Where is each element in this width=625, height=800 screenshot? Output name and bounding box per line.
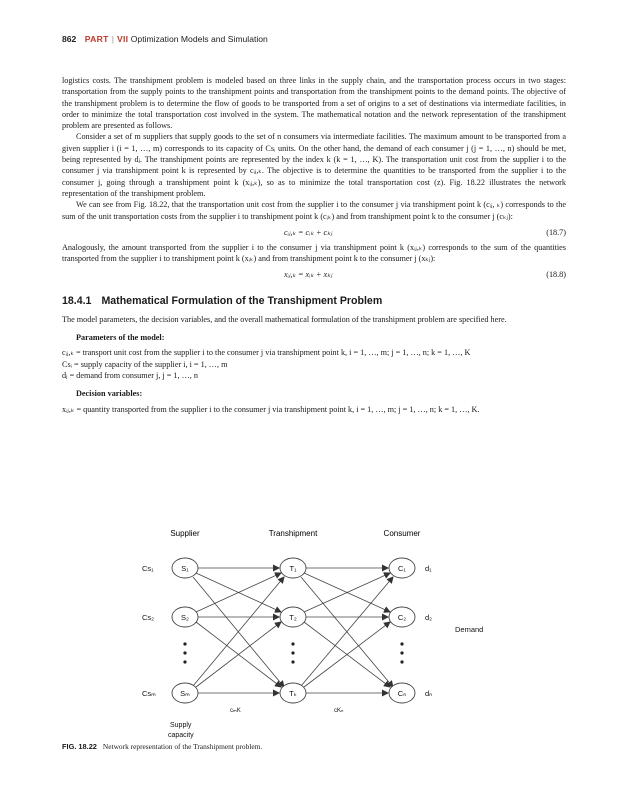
label-cost-kn: cKₙ	[334, 708, 344, 714]
consumer-nodes	[389, 558, 415, 703]
part-label: PART	[84, 34, 109, 44]
dot	[400, 642, 403, 645]
dot	[400, 651, 403, 654]
column-transhipment: Transhipment	[268, 529, 318, 538]
label-d1: d₁	[425, 564, 432, 573]
section-intro: The model parameters, the decision variables, and the overall mathematical formulation of the transhipment problem are specified here.	[62, 314, 507, 324]
part-number: VII	[116, 34, 129, 44]
section-title: Mathematical Formulation of the Transhipment Problem	[101, 295, 383, 308]
column-supplier: Supplier	[170, 529, 200, 538]
label-s1: S₁	[181, 564, 189, 573]
supplier-nodes	[172, 558, 198, 703]
section-number: 18.4.1	[62, 295, 92, 308]
label-cs2: Cs₂	[142, 613, 155, 622]
equation-18-8	[62, 267, 566, 282]
equation-formula: xᵢⱼ,ₖ = xᵢₖ + xₖⱼ	[284, 270, 333, 280]
label-cs1: Cs₁	[142, 564, 154, 573]
parameter-cost: cᵢⱼ,ₖ = transport unit cost from the supplier i to the consumer j via transhipment point k, i = 1, …, m; j = 1, …, n; k = 1, …, K	[62, 348, 471, 358]
transhipment-nodes	[280, 558, 306, 703]
section-heading	[62, 296, 566, 307]
label-cost-mk: cₘK	[230, 708, 241, 714]
edges-transhipment-to-consumer	[301, 568, 393, 693]
edges-supply-to-transhipment	[193, 568, 284, 693]
label-c2: C₂	[397, 613, 407, 622]
label-t2: T₂	[289, 613, 297, 622]
caption-label: FIG. 18.22	[62, 742, 97, 751]
label-d2: d₂	[425, 613, 433, 622]
header-separator: |	[111, 34, 114, 44]
label-t1: T₁	[289, 564, 297, 573]
label-supply-capacity-1: Supply	[170, 722, 192, 729]
paragraph-4: Analogously, the amount transported from the supplier i to the consumer j via transhipment point k (xᵢⱼ,ₖ) corresponds to the sum of the quantities transported from the supplier i to transhipment point k (xᵢₖ) and from transhipment point k to the consumer j (xₖⱼ):	[62, 242, 566, 264]
page-number: 862	[62, 34, 77, 44]
label-sm: Sₘ	[180, 689, 190, 698]
equation-formula: cᵢⱼ,ₖ = cᵢₖ + cₖⱼ	[284, 227, 333, 237]
label-tk: Tₖ	[289, 689, 297, 698]
paragraph-3: We can see from Fig. 18.22, that the transportation unit cost from the supplier i to the consumer j via transhipment point k (cᵢⱼ, ₖ) corresponds to the sum of the unit transportation costs from the supplier i to transhipment point k (cᵢₖ) and from transhipment point k to the consumer j (cₖⱼ):	[62, 200, 566, 221]
equation-18-7	[62, 225, 566, 240]
dot	[183, 651, 186, 654]
parameter-capacity: Csᵢ = supply capacity of the supplier i, i = 1, …, m	[62, 359, 228, 369]
dot	[183, 642, 186, 645]
running-header	[62, 34, 268, 44]
label-csm: Csₘ	[142, 689, 156, 698]
figure-caption	[62, 742, 262, 751]
decision-variables-heading: Decision variables:	[76, 389, 143, 399]
caption-text: Network representation of the Transhipment problem.	[102, 742, 263, 751]
paragraph-2: Consider a set of m suppliers that supply goods to the set of n consumers via intermediate facilities. The maximum amount to be transported from a given supplier i (i = 1, …, m) corresponds to its capacity of Csᵢ units. On the other hand, the demand of each consumer j (j = 1, …, n) should be met, being represented by dⱼ. The transhipment points are represented by the index k (k = 1, …, K). The transportation unit cost from the supplier i to the consumer j via transhipment point k is represented by cᵢⱼ,ₖ. The objective is to determine the quantities to be transported from the supplier i to the consumer j, going through a transhipment point k (xᵢⱼ,ₖ), so as to minimize the total transportation cost (z). Fig. 18.22 illustrates the network representation of the transhipment problem.	[62, 132, 566, 198]
parameter-demand: dⱼ = demand from consumer j, j = 1, …, n	[62, 370, 198, 380]
column-consumer: Consumer	[383, 529, 421, 538]
dot	[183, 660, 186, 663]
network-diagram	[62, 526, 566, 761]
label-c1: C₁	[398, 564, 406, 573]
dot	[291, 651, 294, 654]
decision-variable-x: xᵢⱼ,ₖ = quantity transported from the supplier i to the consumer j via transhipment point k, i = 1, …, m; j = 1, …, n; k = 1, …, K.	[62, 404, 480, 414]
parameters-heading: Parameters of the model:	[76, 333, 165, 343]
equation-number: (18.7)	[546, 227, 566, 237]
equation-number: (18.8)	[546, 270, 566, 280]
dot	[291, 660, 294, 663]
label-supply-capacity-2: capacity	[168, 732, 194, 739]
dot	[400, 660, 403, 663]
label-s2: S₂	[181, 613, 189, 622]
label-dn: dₙ	[425, 689, 433, 698]
label-cn: Cₙ	[397, 689, 407, 698]
label-demand: Demand	[455, 625, 484, 634]
main-text	[62, 75, 566, 415]
part-title: Optimization Models and Simulation	[130, 34, 268, 44]
dot	[291, 642, 294, 645]
paragraph-1: logistics costs. The transhipment problem is modeled based on three links in the supply chain, and the transportation process occurs in two stages: transportation from the supply points to the transhipment points and transportation from the transhipment points to the demand points. The objective of the transhipment problem is to determine the flow of goods to be transported from a set of origins to a set of destinations via intermediate facilities, in order to minimize the total transportation cost involved in the system. The mathematical notation and the network representation of the transhipment problem are presented as follows.	[62, 76, 566, 131]
